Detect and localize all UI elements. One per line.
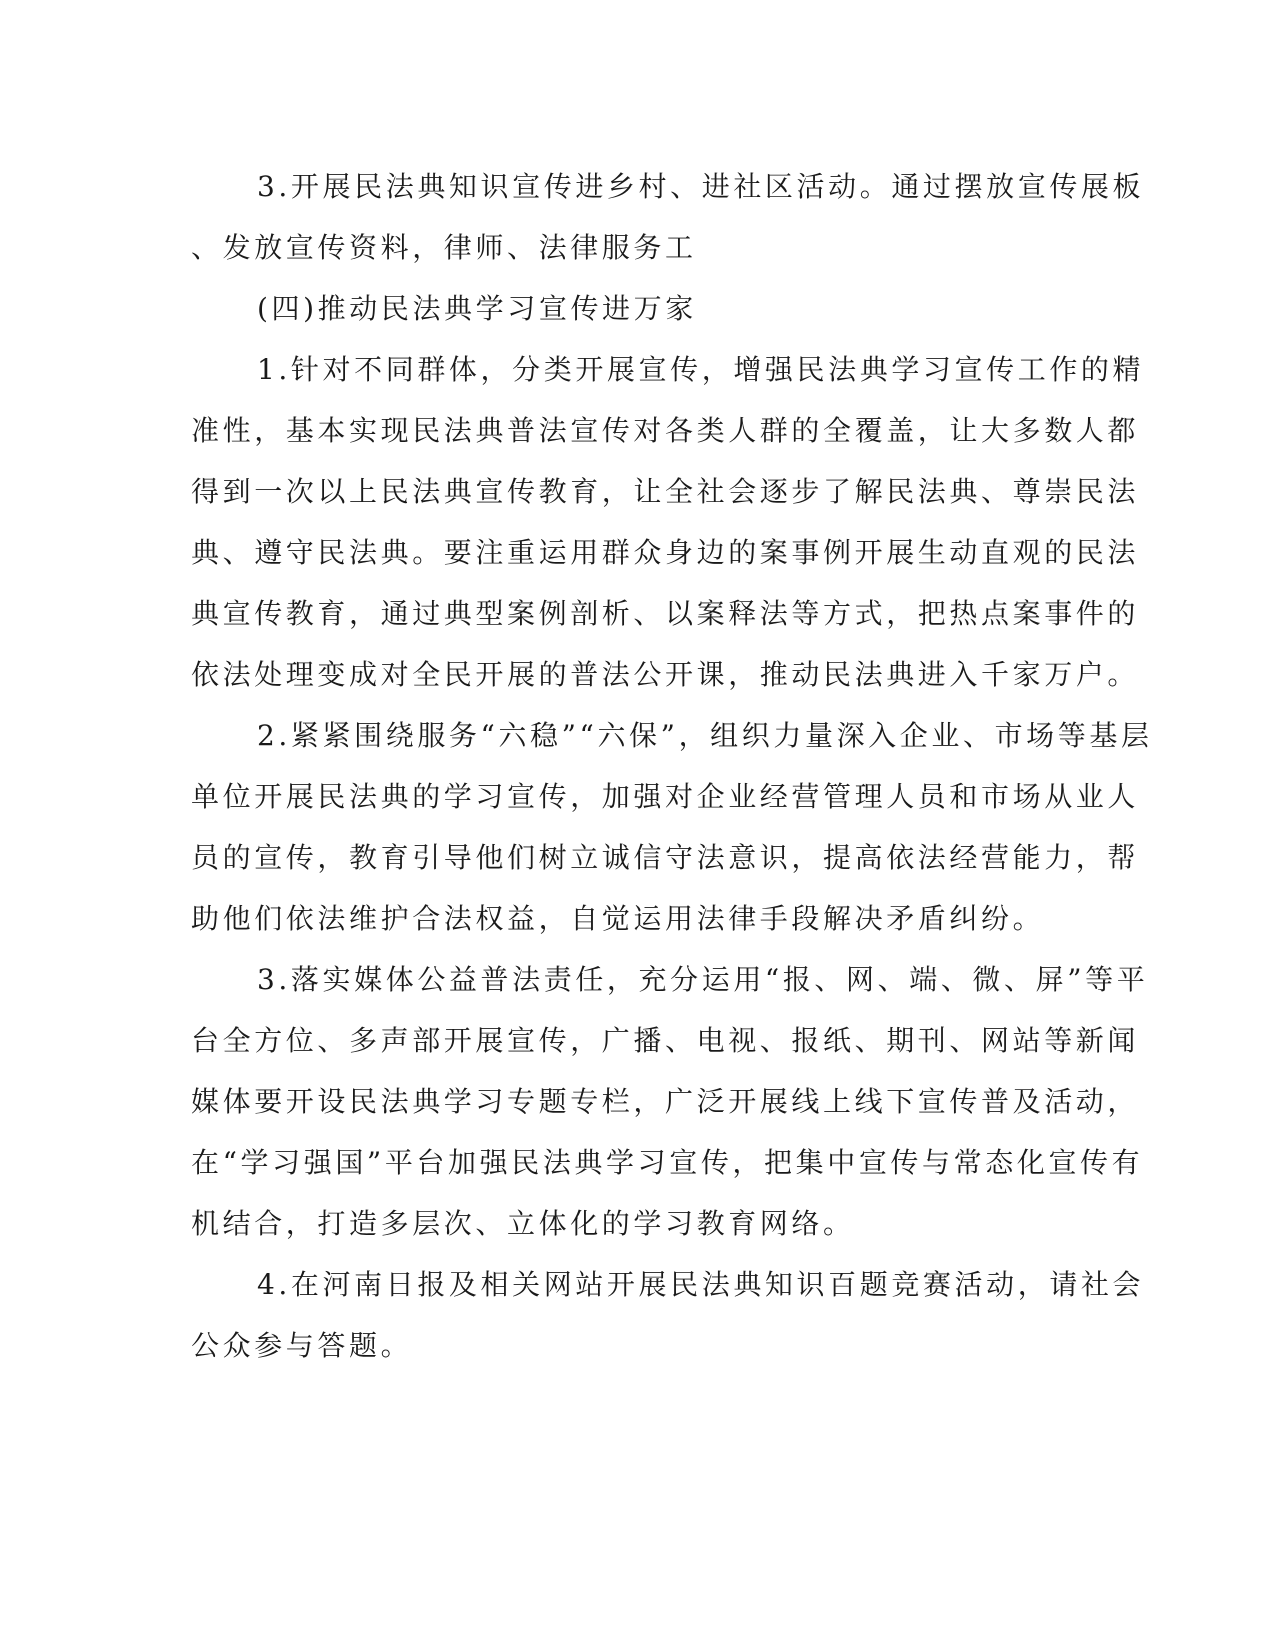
paragraph-line: 1.针对不同群体，分类开展宣传，增强民法典学习宣传工作的精 xyxy=(257,353,1145,386)
paragraph-line: 依法处理变成对全民开展的普法公开课，推动民法典进入千家万户。 xyxy=(191,658,1140,691)
paragraph-line: 媒体要开设民法典学习专题专栏，广泛开展线上线下宣传普及活动， xyxy=(191,1085,1140,1118)
document-body xyxy=(191,156,1153,1376)
paragraph-line: 典、遵守民法典。要注重运用群众身边的案事例开展生动直观的民法 xyxy=(191,536,1140,569)
paragraph-line: 在“学习强国”平台加强民法典学习宣传，把集中宣传与常态化宣传有 xyxy=(191,1146,1144,1179)
paragraph-line: 得到一次以上民法典宣传教育，让全社会逐步了解民法典、尊崇民法 xyxy=(191,475,1140,508)
paragraph-line: 典宣传教育，通过典型案例剖析、以案释法等方式，把热点案事件的 xyxy=(191,597,1140,630)
paragraph-line: 台全方位、多声部开展宣传，广播、电视、报纸、期刊、网站等新闻 xyxy=(191,1024,1140,1057)
paragraph-line: 机结合，打造多层次、立体化的学习教育网络。 xyxy=(191,1207,855,1240)
paragraph-line: 3.落实媒体公益普法责任，充分运用“报、网、端、微、屏”等平 xyxy=(257,963,1149,996)
paragraph-line: 单位开展民法典的学习宣传，加强对企业经营管理人员和市场从业人 xyxy=(191,780,1140,813)
section-heading: (四)推动民法典学习宣传进万家 xyxy=(257,292,697,325)
paragraph-line: 员的宣传，教育引导他们树立诚信守法意识，提高依法经营能力，帮 xyxy=(191,841,1140,874)
paragraph-line: 准性，基本实现民法典普法宣传对各类人群的全覆盖，让大多数人都 xyxy=(191,414,1140,447)
paragraph-line: 4.在河南日报及相关网站开展民法典知识百题竞赛活动，请社会 xyxy=(257,1268,1145,1301)
paragraph-line: 2.紧紧围绕服务“六稳”“六保”，组织力量深入企业、市场等基层 xyxy=(257,719,1153,752)
paragraph-line: 公众参与答题。 xyxy=(191,1329,413,1362)
paragraph-line: 、发放宣传资料，律师、法律服务工 xyxy=(191,231,697,264)
paragraph-line: 3.开展民法典知识宣传进乡村、进社区活动。通过摆放宣传展板 xyxy=(257,170,1145,203)
paragraph-line: 助他们依法维护合法权益，自觉运用法律手段解决矛盾纠纷。 xyxy=(191,902,1045,935)
